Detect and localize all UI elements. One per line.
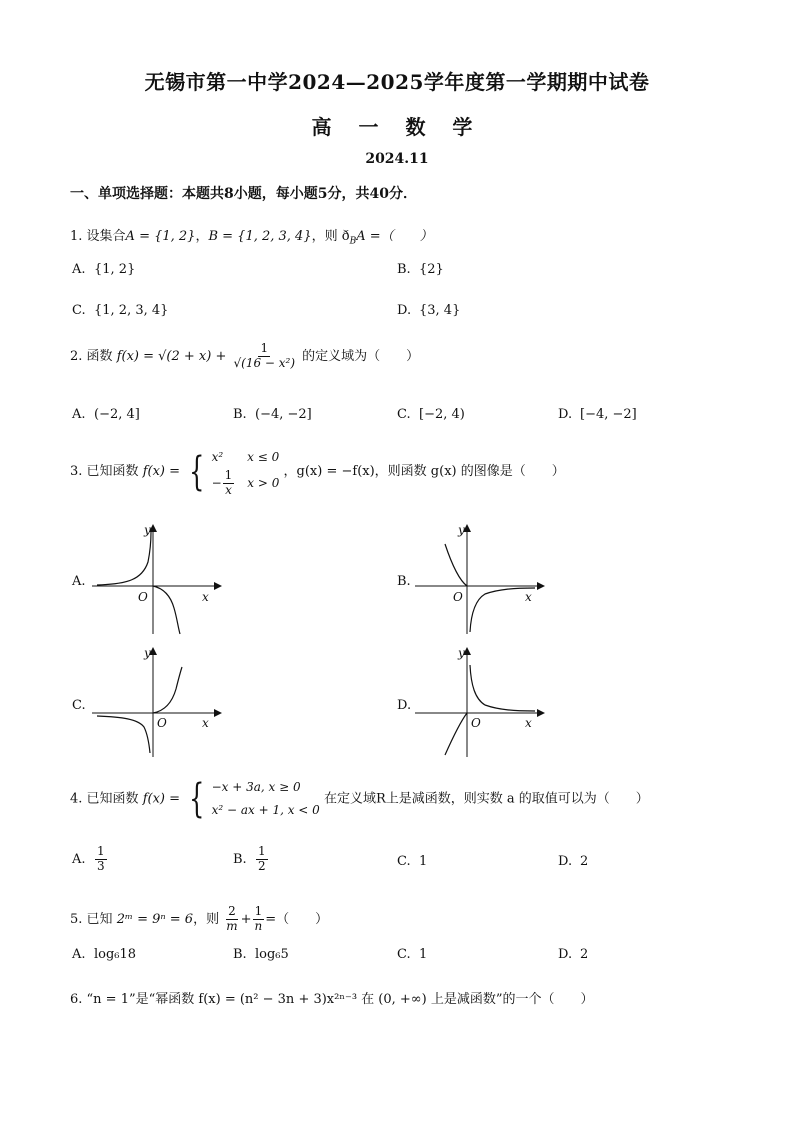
q5-option-d[interactable]: D. 2 bbox=[558, 947, 589, 962]
q3-a-curve-right bbox=[153, 586, 180, 634]
q3-a-axis-x: x bbox=[202, 590, 209, 604]
q3-graph-d[interactable] bbox=[415, 645, 545, 760]
q3-d-origin: O bbox=[471, 716, 481, 730]
question-2-stem: 2. 函数 f(x) = √(2 + x) + $\frac{1}{\text{√(16 − x²)}}$ 的定义域为（ ） bbox=[70, 341, 420, 370]
q3-d-axis-x: x bbox=[525, 716, 532, 730]
q5-option-b[interactable]: B. log₆5 bbox=[233, 947, 289, 962]
q3-c-axis-y: y bbox=[144, 646, 151, 660]
q3-piecewise: { x² x ≤ 0 − $\frac{1}{x}$ x > 0 bbox=[189, 448, 280, 497]
exam-subtitle: 高 一 数 学 bbox=[311, 115, 483, 139]
q2-option-b[interactable]: B. (−4, −2] bbox=[233, 407, 312, 422]
q3-option-c-label[interactable]: C. bbox=[72, 698, 86, 713]
q2-option-a[interactable]: A. (−2, 4] bbox=[72, 407, 140, 422]
q1-set-b: B = {1, 2, 3, 4} bbox=[208, 229, 312, 244]
q3-c-curve-left bbox=[97, 716, 150, 753]
q2-function: f(x) = √(2 + x) + bbox=[116, 348, 227, 364]
q3-graph-a[interactable] bbox=[92, 522, 222, 637]
q1-option-a[interactable]: A. {1, 2} bbox=[72, 262, 136, 277]
q3-b-curve-left bbox=[445, 544, 467, 586]
q3-a-origin: O bbox=[138, 590, 148, 604]
q2-option-c[interactable]: C. [−2, 4) bbox=[397, 407, 465, 422]
q4-piecewise: { −x + 3a, x ≥ 0 x² − ax + 1, x < 0 bbox=[189, 775, 320, 822]
q3-graph-b[interactable] bbox=[415, 522, 545, 637]
q1-option-c[interactable]: C. {1, 2, 3, 4} bbox=[72, 303, 169, 318]
q3-b-axis-x: x bbox=[525, 590, 532, 604]
q2-fraction: $\frac{1}{\text{√(16 − x²)}}$ bbox=[233, 341, 296, 370]
q4-option-c[interactable]: C. 1 bbox=[397, 854, 428, 869]
q5-expression: 2ᵐ = 9ⁿ = 6 bbox=[116, 911, 194, 927]
exam-date: 2024.11 bbox=[365, 151, 429, 167]
question-3-stem: 3. 已知函数 f(x) = { x² x ≤ 0 − $\frac{1}{x}$ x > 0 ，g(x) = −f(x)，则函数 g(x) 的图像是（ ） bbox=[70, 446, 565, 497]
section-heading: 一、单项选择题：本题共8小题，每小题5分，共40分． bbox=[70, 186, 417, 202]
question-6-stem: 6. “n = 1”是“幂函数 f(x) = (n² − 3n + 3)x²ⁿ⁻³ 在 (0, +∞) 上是减函数”的一个（ ） bbox=[70, 992, 594, 1007]
q4-option-d[interactable]: D. 2 bbox=[558, 854, 589, 869]
q3-b-origin: O bbox=[453, 590, 463, 604]
q3-option-a-label[interactable]: A. bbox=[72, 574, 86, 589]
q1-tail: A =（ ） bbox=[356, 229, 433, 244]
q1-option-b[interactable]: B. {2} bbox=[397, 262, 444, 277]
question-1-stem bbox=[70, 225, 433, 247]
q1-complement: ，则 ð bbox=[311, 229, 350, 244]
q3-c-axis-x: x bbox=[202, 716, 209, 730]
q3-graph-c[interactable] bbox=[92, 645, 222, 760]
q3-brace: { bbox=[189, 448, 205, 495]
q1-prefix: 1. 设集合 bbox=[70, 229, 126, 244]
q3-b-axis-y: y bbox=[458, 523, 465, 537]
q3-option-d-label[interactable]: D. bbox=[397, 698, 412, 713]
q3-a-axis-y: y bbox=[144, 523, 151, 537]
q4-brace: { bbox=[189, 775, 205, 822]
question-5-stem: 5. 已知 2ᵐ = 9ⁿ = 6，则 $\frac{2}{m}$ + $\frac{1}{n}$ =（ ） bbox=[70, 904, 329, 933]
q3-a-curve-left bbox=[97, 532, 151, 585]
q3-option-b-label[interactable]: B. bbox=[397, 574, 411, 589]
q3-d-curve-right bbox=[470, 665, 535, 711]
exam-title: 无锡市第一中学2024—2025学年度第一学期期中试卷 bbox=[144, 70, 650, 94]
q3-d-axis-y: y bbox=[458, 646, 465, 660]
q1-comma: ， bbox=[195, 229, 209, 244]
q2-option-d[interactable]: D. [−4, −2] bbox=[558, 407, 637, 422]
q1-set-a: A = {1, 2} bbox=[125, 229, 196, 244]
q4-option-a[interactable]: A. $\frac{1}{3}$ bbox=[72, 844, 105, 873]
q3-d-curve-left bbox=[445, 713, 467, 755]
q3-c-curve-right bbox=[153, 667, 182, 713]
q4-option-b[interactable]: B. $\frac{1}{2}$ bbox=[233, 844, 266, 873]
q1-option-d[interactable]: D. {3, 4} bbox=[397, 303, 461, 318]
q3-c-origin: O bbox=[157, 716, 167, 730]
q5-option-a[interactable]: A. log₆18 bbox=[72, 947, 137, 962]
q1-sub: B bbox=[349, 236, 357, 247]
q5-option-c[interactable]: C. 1 bbox=[397, 947, 428, 962]
question-4-stem: 4. 已知函数 f(x) = { −x + 3a, x ≥ 0 x² − ax + 1, x < 0 在定义域R上是减函数，则实数 a 的取值可以为（ ） bbox=[70, 775, 649, 822]
